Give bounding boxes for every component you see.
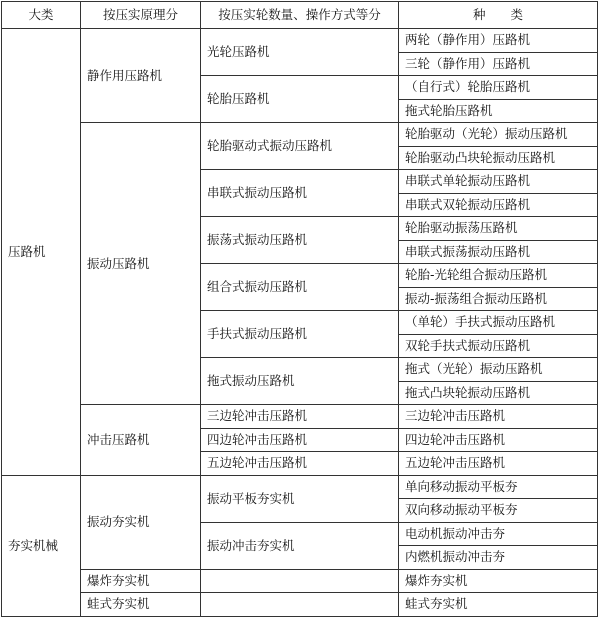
kind-cell: 串联式双轮振动压路机 <box>399 193 598 217</box>
kind-cell: 串联式振荡振动压路机 <box>399 240 598 264</box>
kind-cell: 单向移动振动平板夯 <box>399 475 598 499</box>
compaction-machinery-classification-table <box>1 1 598 617</box>
kind-cell: 拖式轮胎压路机 <box>399 99 598 123</box>
category-cell: 夯实机械 <box>2 475 81 616</box>
kind-cell: 五边轮冲击压路机 <box>399 452 598 476</box>
category-cell: 压路机 <box>2 29 81 476</box>
kind-cell: 拖式凸块轮振动压路机 <box>399 381 598 405</box>
header-category: 大类 <box>2 2 81 29</box>
kind-cell: 三轮（静作用）压路机 <box>399 52 598 76</box>
kind-cell: （单轮）手扶式振动压路机 <box>399 311 598 335</box>
kind-cell: 四边轮冲击压路机 <box>399 428 598 452</box>
principle-cell: 振动夯实机 <box>81 475 201 569</box>
kind-cell: 两轮（静作用）压路机 <box>399 29 598 53</box>
table-row <box>2 569 598 593</box>
table-row <box>2 29 598 53</box>
principle-cell: 冲击压路机 <box>81 405 201 476</box>
subtype-cell <box>201 593 399 617</box>
subtype-cell: 光轮压路机 <box>201 29 399 76</box>
kind-cell: 爆炸夯实机 <box>399 569 598 593</box>
kind-cell: 电动机振动冲击夯 <box>399 522 598 546</box>
subtype-cell: 拖式振动压路机 <box>201 358 399 405</box>
table-row <box>2 475 598 499</box>
kind-cell: 蛙式夯实机 <box>399 593 598 617</box>
header-principle: 按压实原理分 <box>81 2 201 29</box>
header-subtype: 按压实轮数量、操作方式等分 <box>201 2 399 29</box>
kind-cell: 振动-振荡组合振动压路机 <box>399 287 598 311</box>
table-row <box>2 123 598 147</box>
subtype-cell: 轮胎驱动式振动压路机 <box>201 123 399 170</box>
subtype-cell: 组合式振动压路机 <box>201 264 399 311</box>
kind-cell: 双向移动振动平板夯 <box>399 499 598 523</box>
kind-cell: 拖式（光轮）振动压路机 <box>399 358 598 382</box>
principle-cell: 爆炸夯实机 <box>81 569 201 593</box>
subtype-cell: 五边轮冲击压路机 <box>201 452 399 476</box>
subtype-cell: 串联式振动压路机 <box>201 170 399 217</box>
header-row <box>2 2 598 29</box>
subtype-cell: 轮胎压路机 <box>201 76 399 123</box>
kind-cell: 内燃机振动冲击夯 <box>399 546 598 570</box>
kind-cell: 三边轮冲击压路机 <box>399 405 598 429</box>
kind-cell: （自行式）轮胎压路机 <box>399 76 598 100</box>
subtype-cell: 四边轮冲击压路机 <box>201 428 399 452</box>
kind-cell: 轮胎-光轮组合振动压路机 <box>399 264 598 288</box>
kind-cell: 串联式单轮振动压路机 <box>399 170 598 194</box>
header-kind: 种 类 <box>399 2 598 29</box>
principle-cell: 蛙式夯实机 <box>81 593 201 617</box>
principle-cell: 静作用压路机 <box>81 29 201 123</box>
subtype-cell: 三边轮冲击压路机 <box>201 405 399 429</box>
table-row <box>2 405 598 429</box>
kind-cell: 双轮手扶式振动压路机 <box>399 334 598 358</box>
subtype-cell: 振荡式振动压路机 <box>201 217 399 264</box>
subtype-cell: 手扶式振动压路机 <box>201 311 399 358</box>
subtype-cell <box>201 569 399 593</box>
kind-cell: 轮胎驱动（光轮）振动压路机 <box>399 123 598 147</box>
kind-cell: 轮胎驱动凸块轮振动压路机 <box>399 146 598 170</box>
table-row <box>2 593 598 617</box>
subtype-cell: 振动冲击夯实机 <box>201 522 399 569</box>
kind-cell: 轮胎驱动振荡压路机 <box>399 217 598 241</box>
subtype-cell: 振动平板夯实机 <box>201 475 399 522</box>
principle-cell: 振动压路机 <box>81 123 201 405</box>
